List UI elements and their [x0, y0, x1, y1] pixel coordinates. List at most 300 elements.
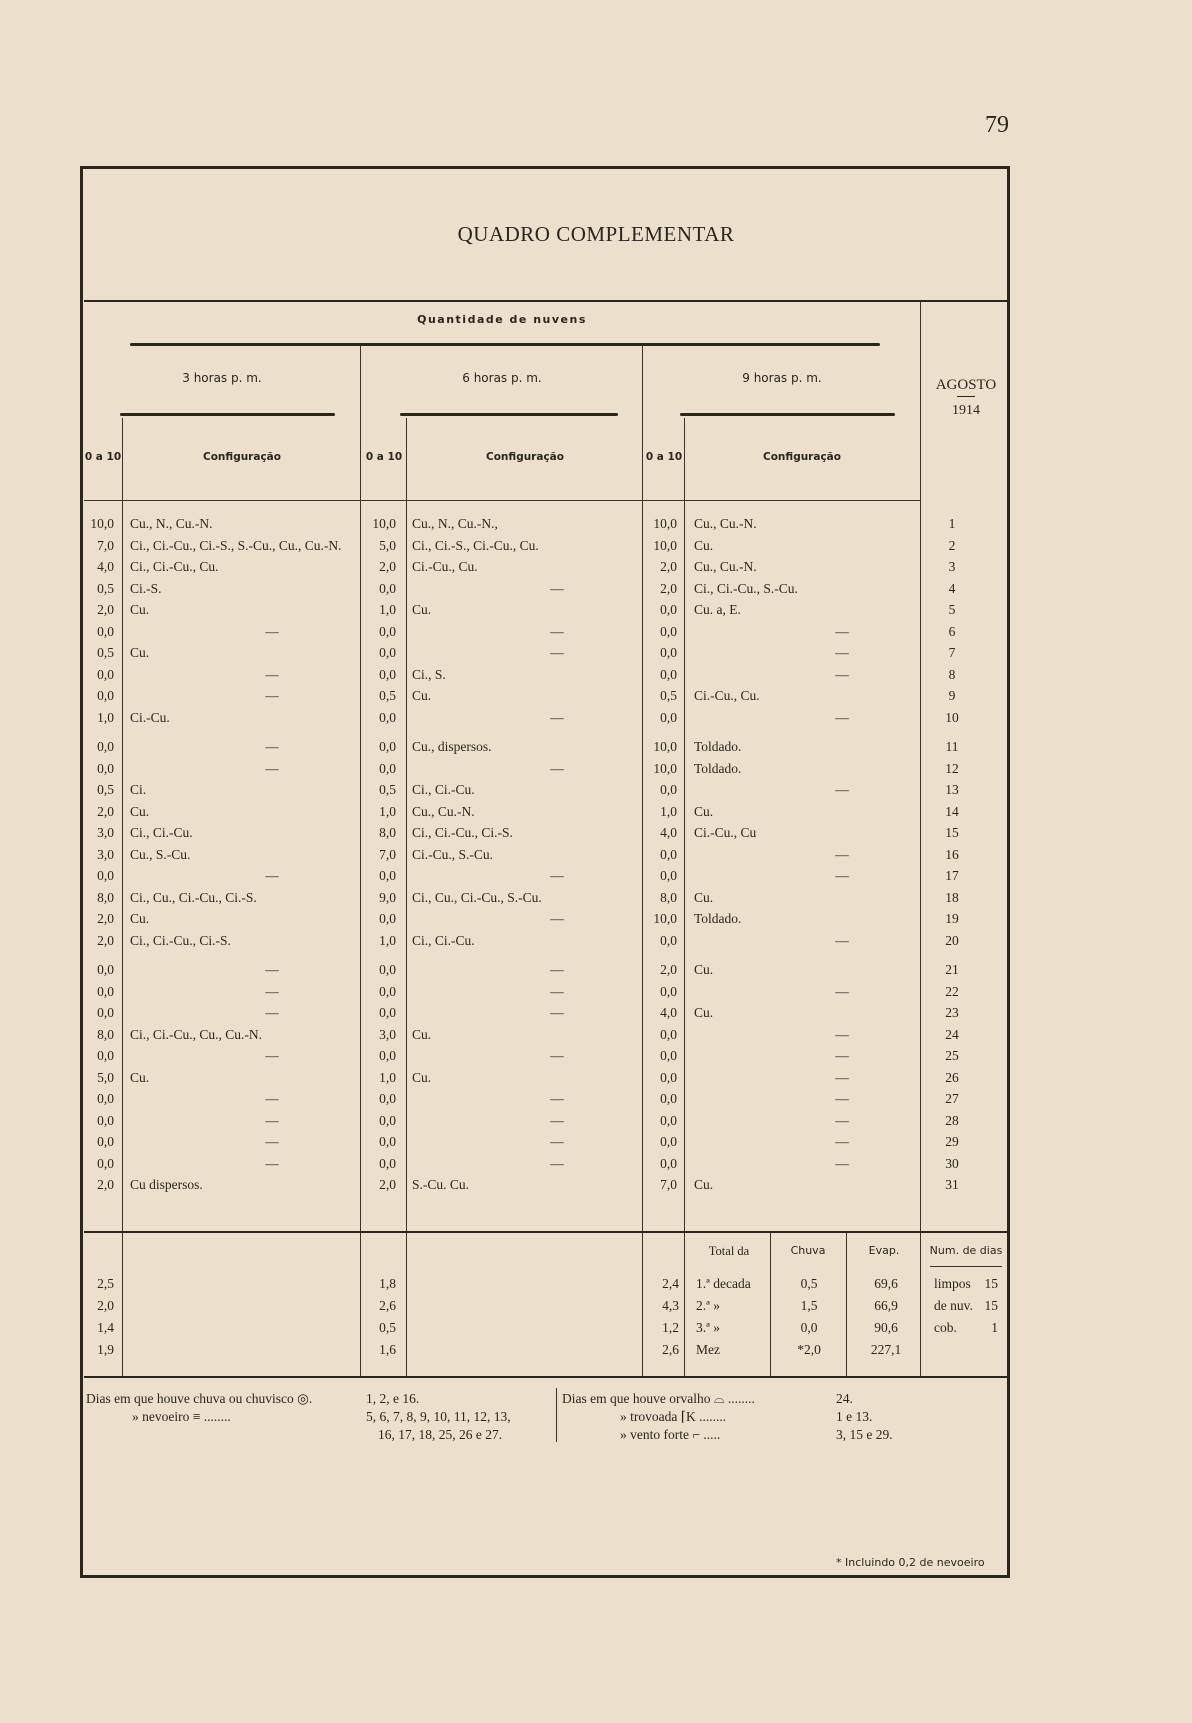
- value-3pm: 2,0: [97, 932, 114, 948]
- value-6pm: 0,0: [379, 645, 396, 660]
- page-number: 79: [985, 112, 1009, 138]
- value-6pm: 0,0: [379, 1112, 396, 1128]
- config-3pm: Ci., Ci.-Cu., Cu., Cu.-N.: [130, 1026, 263, 1042]
- rule: [84, 1231, 1010, 1233]
- value-3pm: 2,0: [97, 911, 114, 926]
- config-9pm: —: [835, 983, 849, 999]
- summary-evap-header: Evap.: [868, 1244, 900, 1257]
- value-6pm: 0,0: [379, 962, 396, 977]
- header-9pm: 9 horas p. m.: [742, 371, 822, 385]
- summary-row: [84, 1276, 1010, 1297]
- table-row: [84, 645, 1010, 666]
- value-9pm: 10,0: [653, 537, 677, 553]
- table-row: [84, 804, 1010, 825]
- value-3pm: 0,0: [97, 760, 114, 776]
- year-label: 1914: [952, 403, 980, 418]
- value-3pm: 8,0: [97, 889, 114, 905]
- day-number: 7: [948, 645, 956, 660]
- table-row: [84, 1048, 1010, 1069]
- summary-row: [84, 1342, 1010, 1363]
- config-9pm: Cu.: [694, 1005, 714, 1020]
- config-9pm: Ci.-Cu., Cu: [694, 825, 757, 840]
- value-3pm: 0,0: [97, 962, 114, 977]
- config-6pm: —: [550, 1048, 564, 1063]
- config-3pm: Cu.: [130, 911, 150, 926]
- config-3pm: —: [265, 868, 279, 883]
- value-6pm: 0,0: [379, 911, 396, 926]
- summary-rain-header: Chuva: [790, 1244, 826, 1257]
- value-3pm: 2,0: [97, 1177, 114, 1192]
- table-row: [84, 710, 1010, 731]
- config-9pm: Cu., Cu.-N.: [694, 559, 757, 574]
- value-6pm: 0,0: [379, 739, 396, 754]
- value-6pm: 0,0: [379, 1048, 396, 1063]
- value-6pm: 0,0: [379, 760, 396, 776]
- config-3pm: Cu., S.-Cu.: [130, 846, 191, 862]
- table-row: [84, 688, 1010, 709]
- fog-days-value-cont: 16, 17, 18, 25, 26 e 27.: [378, 1427, 503, 1442]
- config-9pm: Cu.: [694, 962, 714, 977]
- value-6pm: 0,5: [379, 688, 396, 703]
- col-value-3pm: 0 a 10: [84, 451, 122, 463]
- config-3pm: —: [265, 666, 279, 682]
- summary-evap: 66,9: [874, 1298, 898, 1313]
- title-divider: [84, 300, 1008, 302]
- table-row: [84, 1091, 1010, 1112]
- config-6pm: S.-Cu. Cu.: [412, 1177, 470, 1192]
- summary-value-9pm: 2,6: [662, 1342, 679, 1357]
- value-9pm: 10,0: [653, 911, 677, 926]
- config-6pm: —: [550, 1155, 564, 1171]
- table-row: [84, 581, 1010, 602]
- config-6pm: Ci., Ci.-Cu., Ci.-S.: [412, 825, 513, 840]
- value-3pm: 0,0: [97, 688, 114, 703]
- wind-days-label: » vento forte ⌐ .....: [620, 1427, 721, 1442]
- config-3pm: Ci., Ci.-Cu., Ci.-S., S.-Cu., Cu., Cu.-N.: [130, 537, 342, 553]
- config-6pm: —: [550, 1134, 564, 1149]
- config-6pm: —: [550, 1112, 564, 1128]
- summary-rain: *2,0: [797, 1342, 821, 1357]
- config-9pm: —: [835, 1134, 849, 1149]
- table-row: [84, 1177, 1010, 1198]
- value-3pm: 3,0: [97, 846, 114, 862]
- footer-divider: [556, 1388, 557, 1442]
- value-6pm: 0,0: [379, 666, 396, 682]
- summary-value-6pm: 1,6: [379, 1342, 396, 1357]
- config-6pm: —: [550, 911, 564, 926]
- value-9pm: 0,0: [660, 709, 677, 725]
- col-config-9pm: Configuração: [763, 451, 841, 463]
- wind-days-value: 3, 15 e 29.: [836, 1427, 893, 1442]
- day-number: 20: [945, 932, 959, 948]
- day-number: 16: [945, 846, 959, 862]
- table-row: [84, 825, 1010, 846]
- month-dash: [957, 396, 975, 397]
- day-number: 5: [948, 602, 956, 617]
- config-9pm: —: [835, 932, 849, 948]
- value-9pm: 0,5: [660, 688, 677, 703]
- thunder-days-label: » trovoada ⌈K ........: [620, 1409, 727, 1424]
- table-row: [84, 911, 1010, 932]
- value-9pm: 10,0: [653, 760, 677, 776]
- config-3pm: —: [265, 962, 279, 977]
- table-row: [84, 761, 1010, 782]
- brace-9pm: [680, 413, 895, 416]
- day-number: 11: [945, 739, 959, 754]
- table-row: [84, 962, 1010, 983]
- config-9pm: —: [835, 1069, 849, 1085]
- summary-value-3pm: 2,0: [97, 1298, 114, 1313]
- value-6pm: 1,0: [379, 932, 396, 948]
- brace-3pm: [120, 413, 335, 416]
- config-6pm: —: [550, 962, 564, 977]
- rule: [84, 500, 920, 501]
- day-number: 26: [945, 1069, 959, 1085]
- value-3pm: 0,5: [97, 580, 114, 596]
- table-row: [84, 868, 1010, 889]
- summary-days-value: 1: [991, 1320, 998, 1335]
- value-9pm: 4,0: [660, 825, 677, 840]
- config-3pm: —: [265, 1155, 279, 1171]
- table-row: [84, 1134, 1010, 1155]
- summary-days-label: limpos: [934, 1276, 971, 1291]
- summary-value-6pm: 1,8: [379, 1276, 396, 1291]
- value-9pm: 0,0: [660, 666, 677, 682]
- config-9pm: Cu.: [694, 889, 714, 905]
- config-9pm: Toldado.: [694, 739, 742, 754]
- header-3pm: 3 horas p. m.: [182, 371, 262, 385]
- day-number: 9: [948, 688, 956, 703]
- config-6pm: Ci., Cu., Ci.-Cu., S.-Cu.: [412, 889, 542, 905]
- value-3pm: 0,0: [97, 868, 114, 883]
- table-row: [84, 890, 1010, 911]
- summary-rain: 0,0: [800, 1320, 818, 1335]
- config-3pm: Cu., N., Cu.-N.: [130, 516, 213, 531]
- summary-period: Mez: [696, 1342, 720, 1357]
- table-row: [84, 1113, 1010, 1134]
- config-9pm: —: [835, 709, 849, 725]
- value-9pm: 0,0: [660, 623, 677, 639]
- config-3pm: Ci.-Cu.: [130, 709, 170, 725]
- day-number: 21: [945, 962, 959, 977]
- config-9pm: —: [835, 666, 849, 682]
- value-9pm: 0,0: [660, 1134, 677, 1149]
- value-6pm: 8,0: [379, 825, 396, 840]
- config-6pm: —: [550, 1091, 564, 1106]
- month-header: [920, 377, 1012, 419]
- table-row: [84, 602, 1010, 623]
- value-3pm: 5,0: [97, 1069, 114, 1085]
- col-config-6pm: Configuração: [486, 451, 564, 463]
- config-6pm: Cu., N., Cu.-N.,: [412, 516, 498, 531]
- summary-value-3pm: 1,9: [97, 1342, 114, 1357]
- value-3pm: 7,0: [97, 537, 114, 553]
- day-number: 29: [945, 1134, 959, 1149]
- value-6pm: 1,0: [379, 803, 396, 819]
- value-6pm: 0,5: [379, 782, 396, 797]
- day-number: 19: [945, 911, 959, 926]
- value-9pm: 2,0: [660, 580, 677, 596]
- value-3pm: 0,0: [97, 1005, 114, 1020]
- value-9pm: 0,0: [660, 1026, 677, 1042]
- rain-days-value: 1, 2, e 16.: [366, 1391, 420, 1406]
- summary-period: 2.ª »: [696, 1298, 720, 1313]
- value-6pm: 1,0: [379, 602, 396, 617]
- config-3pm: —: [265, 1091, 279, 1106]
- value-6pm: 0,0: [379, 1005, 396, 1020]
- day-number: 27: [945, 1091, 959, 1106]
- thunder-days-value: 1 e 13.: [836, 1409, 873, 1424]
- day-number: 22: [945, 983, 959, 999]
- table-row: [84, 1027, 1010, 1048]
- value-9pm: 4,0: [660, 1005, 677, 1020]
- value-3pm: 8,0: [97, 1026, 114, 1042]
- summary-value-6pm: 0,5: [379, 1320, 396, 1335]
- rain-days-label: Dias em que houve chuva ou chuvisco ◎.: [86, 1391, 313, 1406]
- day-number: 10: [945, 709, 959, 725]
- col-config-3pm: Configuração: [203, 451, 281, 463]
- config-6pm: Cu., dispersos.: [412, 739, 492, 754]
- summary-total-header: Total da: [708, 1244, 750, 1258]
- value-9pm: 10,0: [653, 516, 677, 531]
- config-9pm: Toldado.: [694, 760, 742, 776]
- config-9pm: —: [835, 846, 849, 862]
- summary-days-value: 15: [984, 1276, 998, 1291]
- config-6pm: Ci.-Cu., S.-Cu.: [412, 846, 494, 862]
- month-label: AGOSTO: [935, 377, 997, 393]
- day-number: 8: [948, 666, 956, 682]
- summary-rain: 1,5: [800, 1298, 818, 1313]
- config-6pm: Ci., Ci.-S., Ci.-Cu., Cu.: [412, 537, 539, 553]
- value-3pm: 2,0: [97, 602, 114, 617]
- table-title: QUADRO COMPLEMENTAR: [457, 222, 735, 246]
- day-number: 17: [945, 868, 959, 883]
- value-3pm: 0,5: [97, 645, 114, 660]
- table-row: [84, 559, 1010, 580]
- config-6pm: Ci., Ci.-Cu.: [412, 782, 475, 797]
- day-number: 14: [945, 803, 959, 819]
- config-9pm: —: [835, 1091, 849, 1106]
- rule: [84, 1376, 1010, 1378]
- config-3pm: Cu.: [130, 645, 150, 660]
- value-9pm: 0,0: [660, 932, 677, 948]
- value-3pm: 2,0: [97, 803, 114, 819]
- value-6pm: 2,0: [379, 1177, 396, 1192]
- col-value-9pm: 0 a 10: [645, 451, 683, 463]
- day-number: 13: [945, 782, 959, 797]
- summary-days-value: 15: [984, 1298, 998, 1313]
- config-6pm: Ci.-Cu., Cu.: [412, 559, 478, 574]
- value-6pm: 0,0: [379, 868, 396, 883]
- summary-value-3pm: 1,4: [97, 1320, 114, 1335]
- config-9pm: Ci., Ci.-Cu., S.-Cu.: [694, 580, 798, 596]
- value-9pm: 0,0: [660, 846, 677, 862]
- day-number: 23: [945, 1005, 959, 1020]
- table-row: [84, 1005, 1010, 1026]
- config-6pm: Ci., Ci.-Cu.: [412, 932, 475, 948]
- value-9pm: 0,0: [660, 602, 677, 617]
- config-6pm: —: [550, 983, 564, 999]
- summary-value-3pm: 2,5: [97, 1276, 114, 1291]
- summary-period: 1.ª decada: [696, 1276, 751, 1291]
- config-9pm: Cu.: [694, 803, 714, 819]
- day-number: 25: [945, 1048, 959, 1063]
- summary-value-9pm: 4,3: [662, 1298, 679, 1313]
- config-9pm: —: [835, 645, 849, 660]
- summary-evap: 227,1: [870, 1342, 902, 1357]
- config-3pm: Ci., Cu., Ci.-Cu., Ci.-S.: [130, 889, 257, 905]
- config-3pm: Ci., Ci.-Cu., Cu.: [130, 559, 219, 574]
- col-value-6pm: 0 a 10: [365, 451, 403, 463]
- value-6pm: 5,0: [379, 537, 396, 553]
- summary-days-label: cob.: [934, 1320, 957, 1335]
- value-6pm: 0,0: [379, 1155, 396, 1171]
- summary-days-header: Num. de dias: [929, 1244, 1003, 1257]
- day-number: 24: [945, 1026, 959, 1042]
- brace-6pm: [400, 413, 618, 416]
- value-9pm: 10,0: [653, 739, 677, 754]
- value-3pm: 0,0: [97, 739, 114, 754]
- config-9pm: —: [835, 623, 849, 639]
- config-3pm: Ci.: [130, 782, 147, 797]
- value-3pm: 0,5: [97, 782, 114, 797]
- value-6pm: 3,0: [379, 1026, 396, 1042]
- config-9pm: Cu.: [694, 1177, 714, 1192]
- value-9pm: 1,0: [660, 803, 677, 819]
- config-3pm: Ci., Ci.-Cu.: [130, 825, 193, 840]
- config-3pm: —: [265, 688, 279, 703]
- config-3pm: Cu.: [130, 803, 150, 819]
- summary-rain: 0,5: [800, 1276, 818, 1291]
- table-row: [84, 667, 1010, 688]
- summary-evap: 69,6: [874, 1276, 898, 1291]
- value-9pm: 8,0: [660, 889, 677, 905]
- config-6pm: —: [550, 580, 564, 596]
- table-row: [84, 739, 1010, 760]
- value-9pm: 0,0: [660, 1112, 677, 1128]
- subtitle-brace: [130, 343, 880, 346]
- value-9pm: 0,0: [660, 868, 677, 883]
- day-number: 30: [945, 1155, 959, 1171]
- value-6pm: 0,0: [379, 1134, 396, 1149]
- config-6pm: —: [550, 623, 564, 639]
- config-3pm: —: [265, 623, 279, 639]
- value-9pm: 0,0: [660, 645, 677, 660]
- header-6pm: 6 horas p. m.: [462, 371, 542, 385]
- summary-period: 3.ª »: [696, 1320, 720, 1335]
- config-3pm: —: [265, 1134, 279, 1149]
- config-3pm: —: [265, 1005, 279, 1020]
- value-6pm: 7,0: [379, 846, 396, 862]
- value-3pm: 0,0: [97, 983, 114, 999]
- value-6pm: 9,0: [379, 889, 396, 905]
- day-number: 31: [945, 1177, 959, 1192]
- config-6pm: —: [550, 868, 564, 883]
- summary-row: [84, 1298, 1010, 1319]
- table-row: [84, 782, 1010, 803]
- config-9pm: Cu. a, E.: [694, 602, 741, 617]
- value-6pm: 0,0: [379, 623, 396, 639]
- summary-value-6pm: 2,6: [379, 1298, 396, 1313]
- value-3pm: 0,0: [97, 1048, 114, 1063]
- config-3pm: Ci., Ci.-Cu., Ci.-S.: [130, 932, 231, 948]
- config-6pm: —: [550, 1005, 564, 1020]
- value-9pm: 0,0: [660, 782, 677, 797]
- value-3pm: 0,0: [97, 666, 114, 682]
- value-6pm: 10,0: [372, 516, 396, 531]
- value-3pm: 0,0: [97, 1155, 114, 1171]
- value-3pm: 1,0: [97, 709, 114, 725]
- config-9pm: Ci.-Cu., Cu.: [694, 688, 760, 703]
- table-row: [84, 624, 1010, 645]
- table-row: [84, 933, 1010, 954]
- clouds-subtitle: Quantidade de nuvens: [417, 313, 587, 326]
- config-9pm: —: [835, 868, 849, 883]
- day-number: 18: [945, 889, 959, 905]
- day-number: 3: [948, 559, 956, 574]
- day-number: 28: [945, 1112, 959, 1128]
- config-9pm: —: [835, 1048, 849, 1063]
- value-6pm: 0,0: [379, 580, 396, 596]
- value-9pm: 0,0: [660, 983, 677, 999]
- value-3pm: 10,0: [90, 516, 114, 531]
- config-6pm: —: [550, 709, 564, 725]
- fog-days-value: 5, 6, 7, 8, 9, 10, 11, 12, 13,: [366, 1409, 511, 1424]
- day-number: 2: [948, 537, 956, 553]
- config-3pm: —: [265, 760, 279, 776]
- value-3pm: 3,0: [97, 825, 114, 840]
- value-9pm: 0,0: [660, 1048, 677, 1063]
- table-row: [84, 538, 1010, 559]
- summary-evap: 90,6: [874, 1320, 898, 1335]
- value-3pm: 0,0: [97, 623, 114, 639]
- value-3pm: 0,0: [97, 1091, 114, 1106]
- dew-days-label: Dias em que houve orvalho ⌓ ........: [562, 1391, 755, 1406]
- value-9pm: 0,0: [660, 1069, 677, 1085]
- config-9pm: —: [835, 1155, 849, 1171]
- value-9pm: 0,0: [660, 1091, 677, 1106]
- summary-row: [84, 1320, 1010, 1341]
- value-6pm: 0,0: [379, 1091, 396, 1106]
- table-row: [84, 1070, 1010, 1091]
- day-number: 1: [948, 516, 956, 531]
- value-9pm: 2,0: [660, 962, 677, 977]
- value-9pm: 0,0: [660, 1155, 677, 1171]
- config-9pm: —: [835, 1112, 849, 1128]
- value-6pm: 1,0: [379, 1069, 396, 1085]
- config-6pm: Cu.: [412, 1069, 432, 1085]
- config-3pm: —: [265, 1112, 279, 1128]
- table-row: [84, 516, 1010, 537]
- config-3pm: —: [265, 1048, 279, 1063]
- day-number: 12: [945, 760, 959, 776]
- config-3pm: Ci.-S.: [130, 580, 162, 596]
- summary-value-9pm: 2,4: [662, 1276, 679, 1291]
- day-number: 6: [948, 623, 956, 639]
- config-9pm: Cu.: [694, 537, 714, 553]
- value-6pm: 2,0: [379, 559, 396, 574]
- config-6pm: Cu., Cu.-N.: [412, 803, 475, 819]
- day-number: 4: [948, 580, 956, 596]
- table-row: [84, 1156, 1010, 1177]
- config-3pm: Cu dispersos.: [130, 1177, 203, 1192]
- config-9pm: —: [835, 782, 849, 797]
- config-6pm: Cu.: [412, 602, 432, 617]
- value-6pm: 0,0: [379, 709, 396, 725]
- summary-value-9pm: 1,2: [662, 1320, 679, 1335]
- value-3pm: 0,0: [97, 1134, 114, 1149]
- config-3pm: —: [265, 739, 279, 754]
